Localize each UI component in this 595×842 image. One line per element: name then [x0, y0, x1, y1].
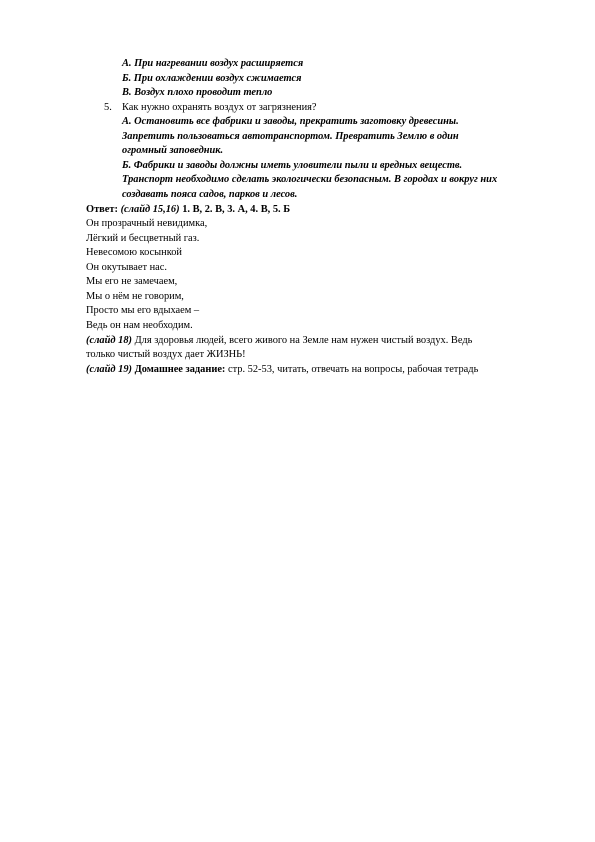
poem-line-1: Он прозрачный невидимка,: [86, 218, 208, 229]
q5-answer-a-line1: А. Остановить все фабрики и заводы, прекратить заготовку древесины.: [122, 116, 459, 127]
homework-line: [86, 363, 478, 378]
poem-line-7: Просто мы его вдыхаем –: [86, 305, 200, 316]
option-c-q4: В. Воздух плохо проводит тепло: [122, 87, 273, 98]
answer-slide-ref: (слайд 15,16): [120, 204, 180, 215]
answer-keys: 1. В, 2. В, 3. А, 4. В, 5. Б: [182, 204, 291, 215]
poem-line-5: Мы его не замечаем,: [86, 276, 178, 287]
conclusion-line-1: [86, 334, 472, 349]
poem-line-4: Он окутывает нас.: [86, 262, 167, 273]
answer-label: Ответ:: [86, 204, 118, 215]
q5-answer-a-line2: Запретить пользоваться автотранспортом. Превратить Землю в один: [122, 131, 459, 142]
poem-line-6: Мы о нём не говорим,: [86, 291, 184, 302]
q5-answer-b-line3: создавать пояса садов, парков и лесов.: [122, 189, 298, 200]
poem-line-2: Лёгкий и бесцветный газ.: [86, 233, 200, 244]
conclusion-slide-ref: (слайд 18): [86, 335, 132, 346]
q5-answer-a-line3: огромный заповедник.: [122, 145, 224, 156]
q5-answer-b-line2: Транспорт необходимо сделать экологически безопасным. В городах и вокруг них: [122, 174, 498, 185]
conclusion-text-1: Для здоровья людей, всего живого на Земле нам нужен чистый воздух. Ведь: [134, 335, 473, 346]
answer-key-line: [86, 203, 290, 218]
homework-label: Домашнее задание:: [134, 364, 226, 375]
option-a-q4: А. При нагревании воздух расширяется: [122, 58, 304, 69]
homework-slide-ref: (слайд 19): [86, 364, 132, 375]
q5-answer-b-line1: Б. Фабрики и заводы должны иметь уловители пыли и вредных веществ.: [122, 160, 463, 171]
option-b-q4: Б. При охлаждении воздух сжимается: [122, 73, 302, 84]
question5-text: Как нужно охранять воздух от загрязнения?: [122, 102, 317, 113]
homework-text: стр. 52-53, читать, отвечать на вопросы, рабочая тетрадь: [228, 364, 479, 375]
poem-line-3: Невесомою косынкой: [86, 247, 182, 258]
poem-line-8: Ведь он нам необходим.: [86, 320, 193, 331]
conclusion-line-2: только чистый воздух дает ЖИЗНЬ!: [86, 349, 246, 360]
question5-number: 5.: [104, 102, 112, 113]
